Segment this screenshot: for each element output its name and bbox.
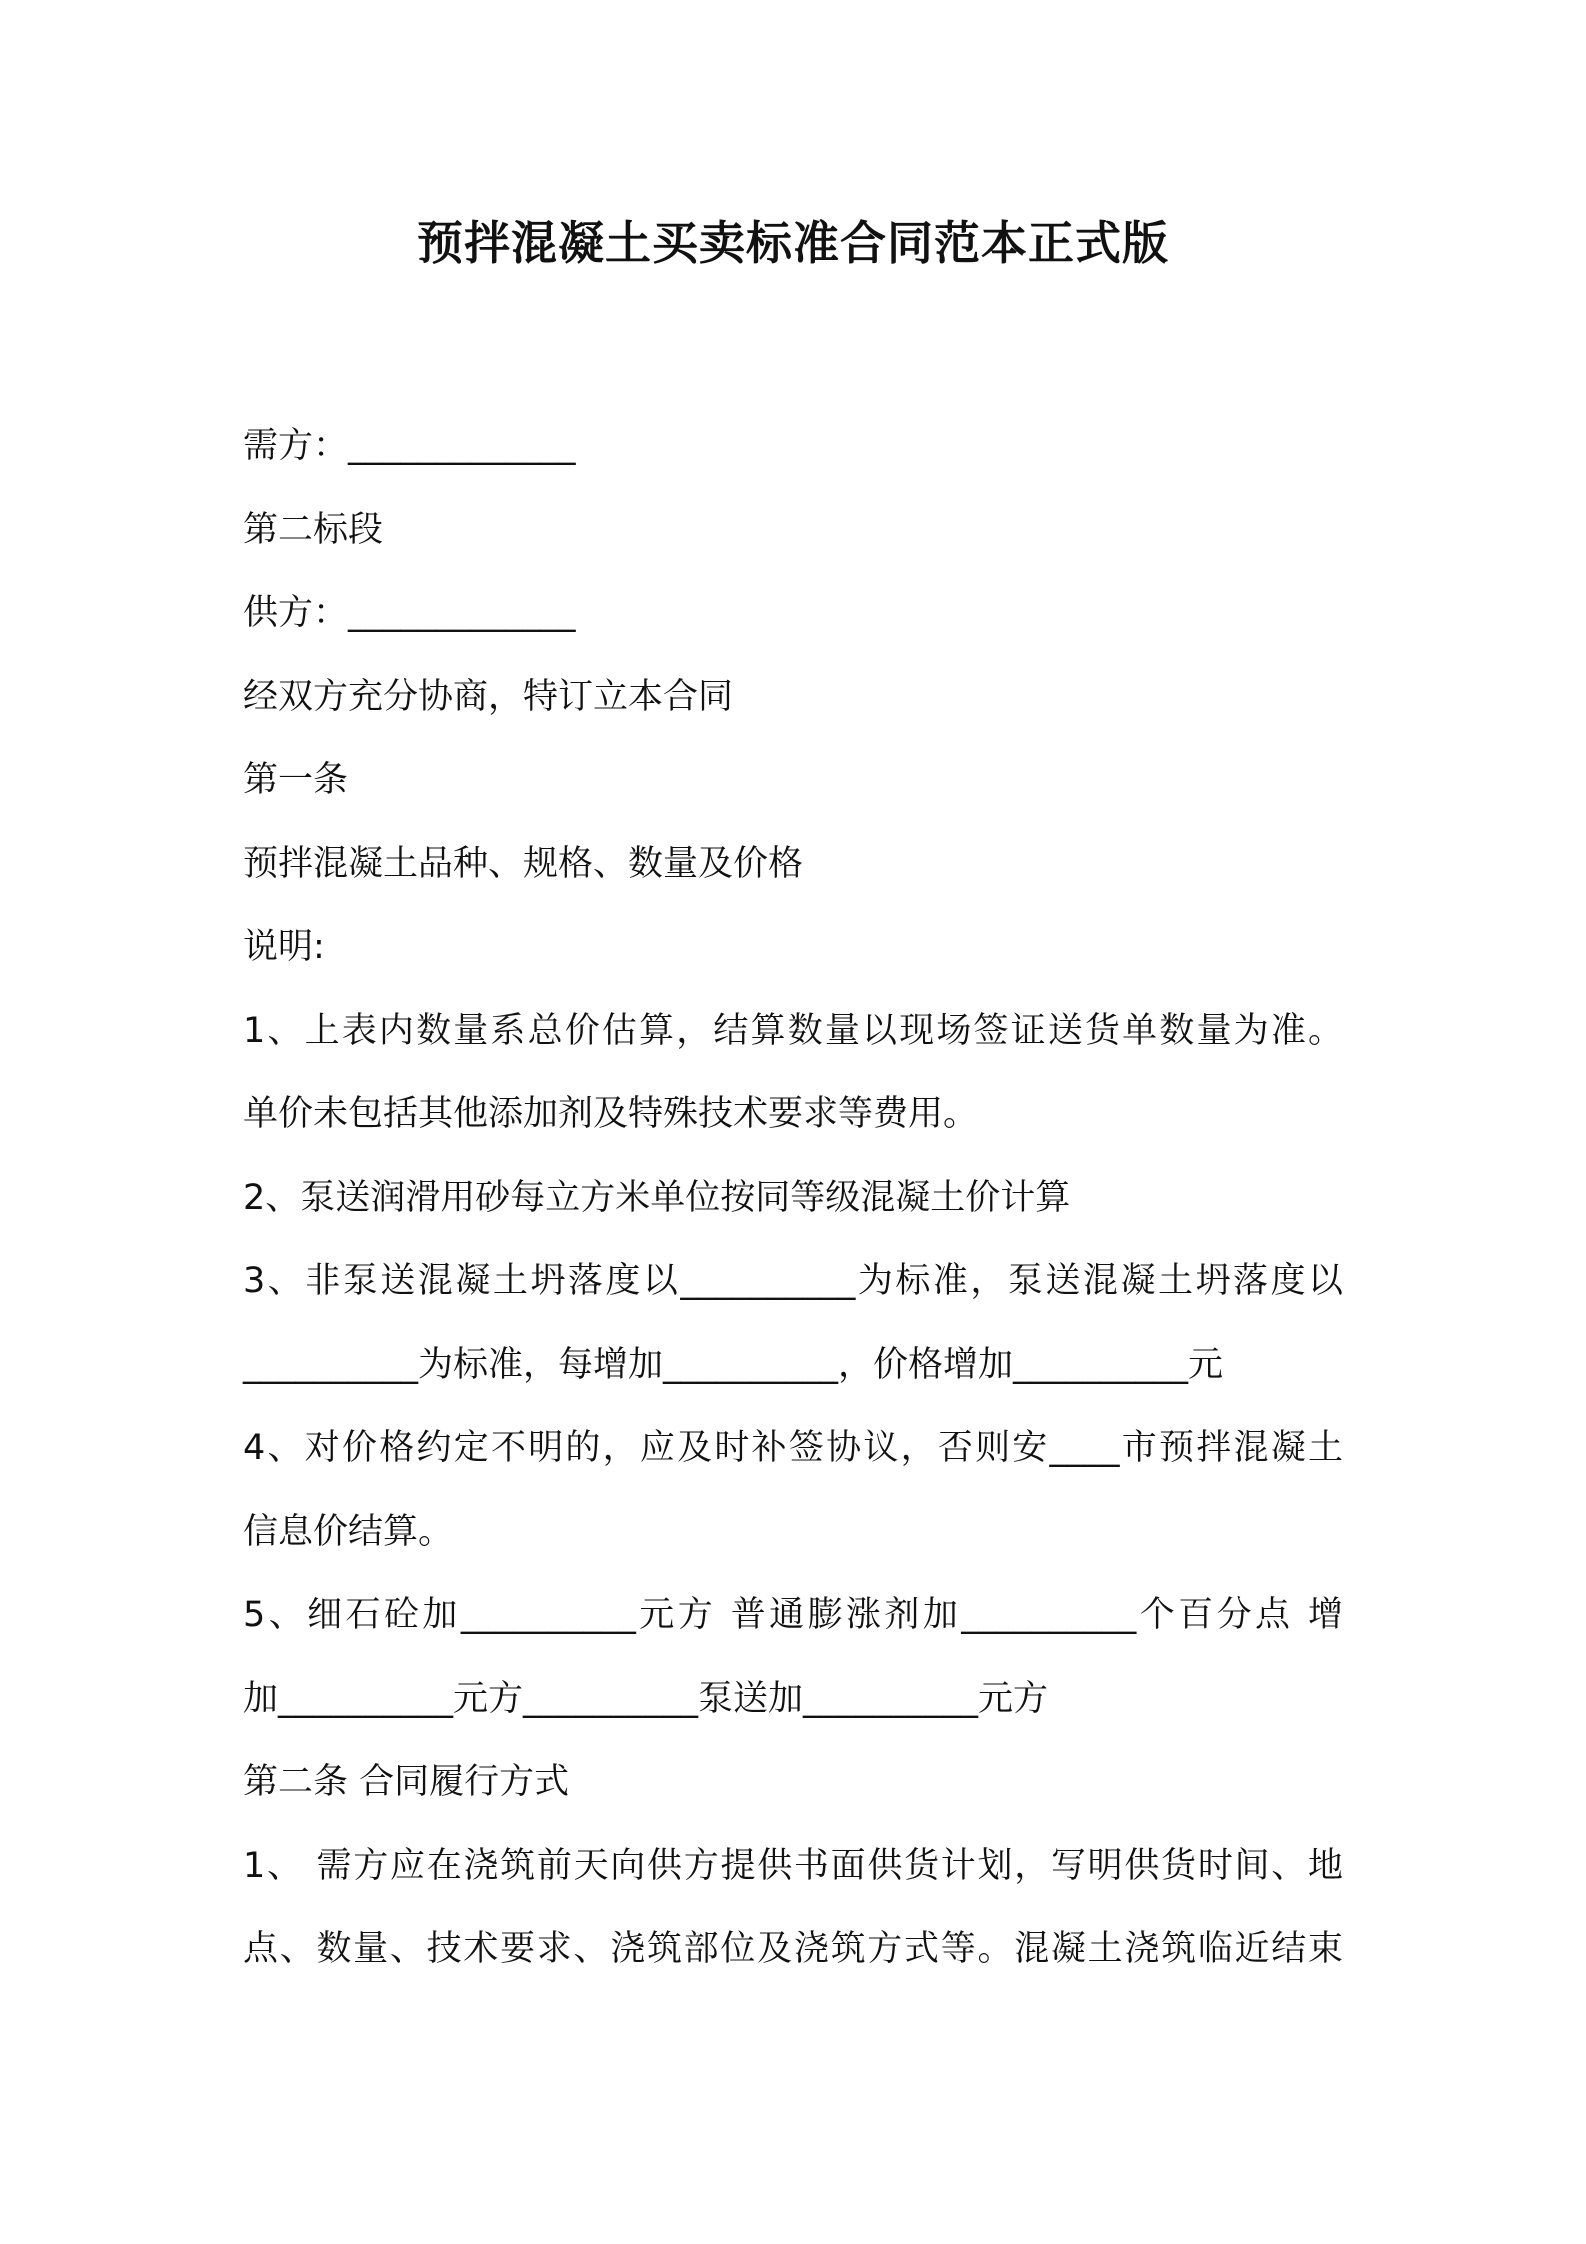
seller-line: 供方：_____________ — [243, 593, 576, 633]
note-4-line-2: 信息价结算。 — [243, 1511, 454, 1552]
note-5-line-2: 加__________元方__________泵送加__________元方 — [243, 1678, 1049, 1719]
article-2-clause-1-line-1: 1、 需方应在浇筑前天向供方提供书面供货计划，写明供货时间、地 — [243, 1845, 1343, 1886]
note-1-line-2: 单价未包括其他添加剂及特殊技术要求等费用。 — [243, 1094, 979, 1134]
preamble-line: 经双方充分协商，特订立本合同 — [243, 676, 734, 717]
article-1-subject: 预拌混凝土品种、规格、数量及价格 — [243, 843, 804, 884]
document-body — [243, 405, 1343, 1992]
document-title: 预拌混凝土买卖标准合同范本正式版 — [417, 216, 1169, 270]
note-5-line-1: 5、细石砼加__________元方 普通膨涨剂加__________个百分点 增 — [243, 1595, 1343, 1635]
article-2-clause-1-line-2: 点、数量、技术要求、浇筑部位及浇筑方式等。混凝土浇筑临近结束 — [243, 1929, 1343, 1969]
article-1-heading: 第一条 — [243, 760, 349, 800]
buyer-line: 需方：_____________ — [243, 426, 576, 466]
section-label: 第二标段 — [243, 509, 384, 550]
note-4-line-1: 4、对价格约定不明的，应及时补签协议，否则安____市预拌混凝土 — [243, 1428, 1343, 1468]
notes-heading: 说明: — [243, 927, 325, 967]
note-2-line: 2、泵送润滑用砂每立方米单位按同等级混凝土价计算 — [243, 1177, 1071, 1218]
article-2-heading: 第二条 合同履行方式 — [243, 1762, 570, 1802]
note-3-line-1: 3、非泵送混凝土坍落度以__________为标准，泵送混凝土坍落度以 — [243, 1261, 1343, 1301]
note-3-line-2: __________为标准，每增加__________，价格增加__________元 — [243, 1344, 1224, 1385]
note-1-line-1: 1、上表内数量系总价估算，结算数量以现场签证送货单数量为准。 — [243, 1010, 1343, 1051]
